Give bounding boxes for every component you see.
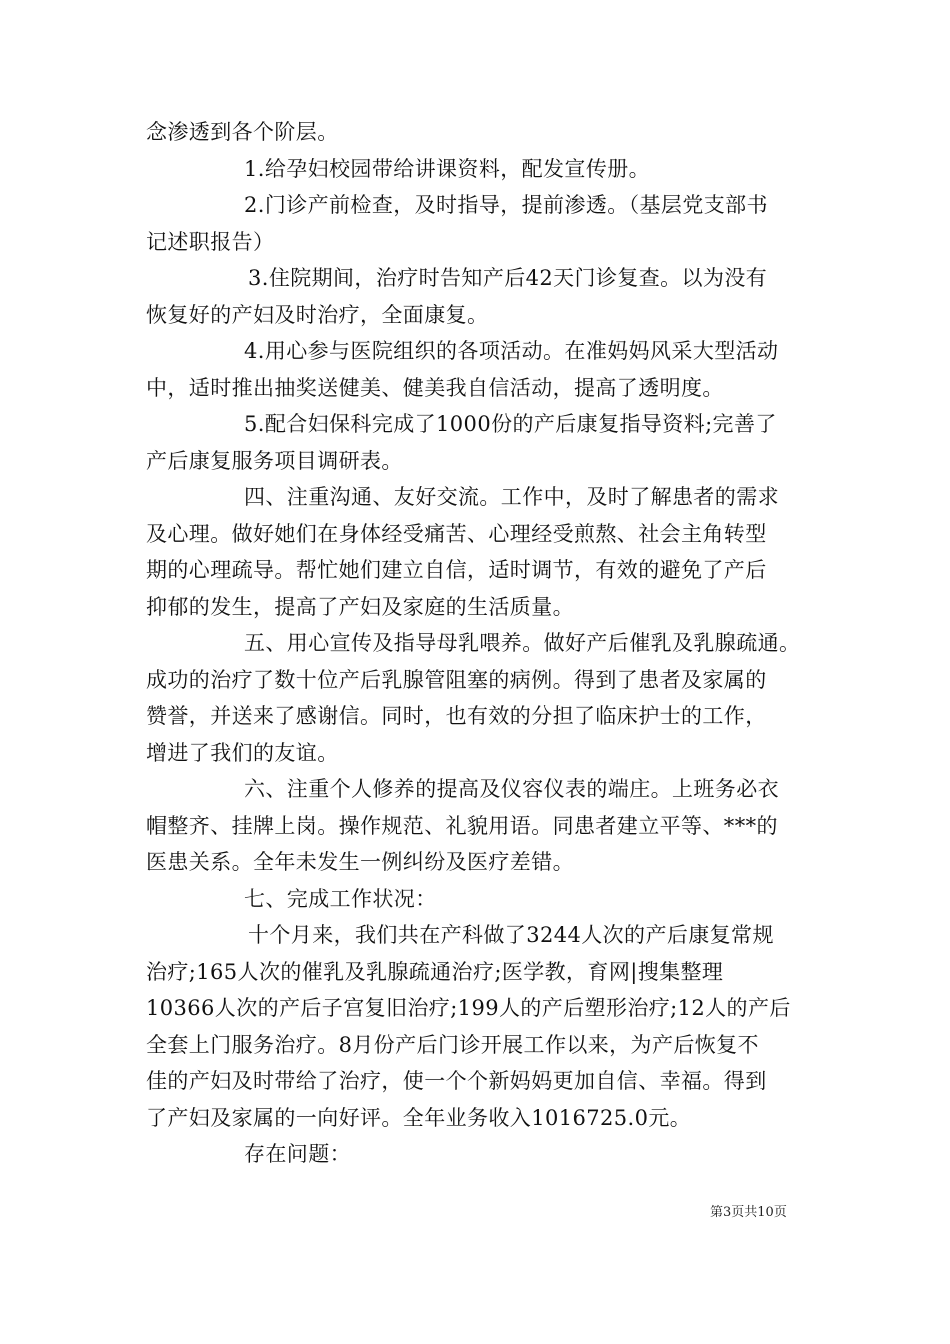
list-item-3: 3.住院期间，治疗时告知产后42天门诊复查。以为没有 [248,266,768,290]
paragraph-line: 了产妇及家属的一向好评。全年业务收入1016725.0元。 [146,1105,692,1130]
paragraph-line: 产后康复服务项目调研表。 [146,448,403,473]
section-heading-5: 五、用心宣传及指导母乳喂养。做好产后催乳及乳腺疏通。 [244,631,801,655]
paragraph-line: 佳的产妇及时带给了治疗，使一个个新妈妈更加自信、幸福。得到 [146,1069,767,1093]
list-item-4: 4.用心参与医院组织的各项活动。在准妈妈风采大型活动 [244,339,779,363]
paragraph-line: 赞誉，并送来了感谢信。同时，也有效的分担了临床护士的工作， [146,704,767,728]
section-heading-4: 四、注重沟通、友好交流。工作中，及时了解患者的需求 [244,485,779,509]
paragraph-line: 帽整齐、挂牌上岗。操作规范、礼貌用语。同患者建立平等、***的 [146,813,778,838]
paragraph-line: 念渗透到各个阶层。 [146,120,339,144]
section-heading-6: 六、注重个人修养的提高及仪容仪表的端庄。上班务必衣 [244,777,779,801]
paragraph-line: 10366人次的产后子宫复旧治疗;199人的产后塑形治疗;12人的产后 [146,996,791,1020]
paragraph-line: 期的心理疏导。帮忙她们建立自信，适时调节，有效的避免了产后 [146,558,767,582]
paragraph-line: 及心理。做好她们在身体经受痛苦、心理经受煎熬、社会主角转型 [146,521,767,546]
list-item-5: 5.配合妇保科完成了1000份的产后康复指导资料;完善了 [244,412,777,436]
paragraph-line: 抑郁的发生，提高了产妇及家庭的生活质量。 [146,594,574,619]
paragraph-line: 记述职报告） [146,229,275,254]
paragraph-line: 增进了我们的友谊。 [146,740,339,765]
paragraph-line: 成功的治疗了数十位产后乳腺管阻塞的病例。得到了患者及家属的 [146,667,767,692]
section-heading-7: 七、完成工作状况： [244,886,437,911]
paragraph-line: 全套上门服务治疗。8月份产后门诊开展工作以来，为产后恢复不 [146,1032,759,1057]
paragraph-line: 医患关系。全年未发生一例纠纷及医疗差错。 [146,850,574,874]
list-item-2: 2.门诊产前检查，及时指导，提前渗透。（基层党支部书 [244,193,768,217]
paragraph-line: 治疗;165人次的催乳及乳腺疏通治疗;医学教，育网|搜集整理 [146,959,724,984]
issues-heading: 存在问题： [244,1142,351,1166]
paragraph-line: 中，适时推出抽奖送健美、健美我自信活动，提高了透明度。 [146,375,724,400]
document-body [146,114,812,1173]
paragraph-line: 十个月来，我们共在产科做了3244人次的产后康复常规 [248,923,774,947]
list-item-1: 1.给孕妇校园带给讲课资料，配发宣传册。 [244,156,651,181]
paragraph-line: 恢复好的产妇及时治疗，全面康复。 [146,302,489,327]
page-number-footer: 第3页共10页 [710,1205,787,1220]
